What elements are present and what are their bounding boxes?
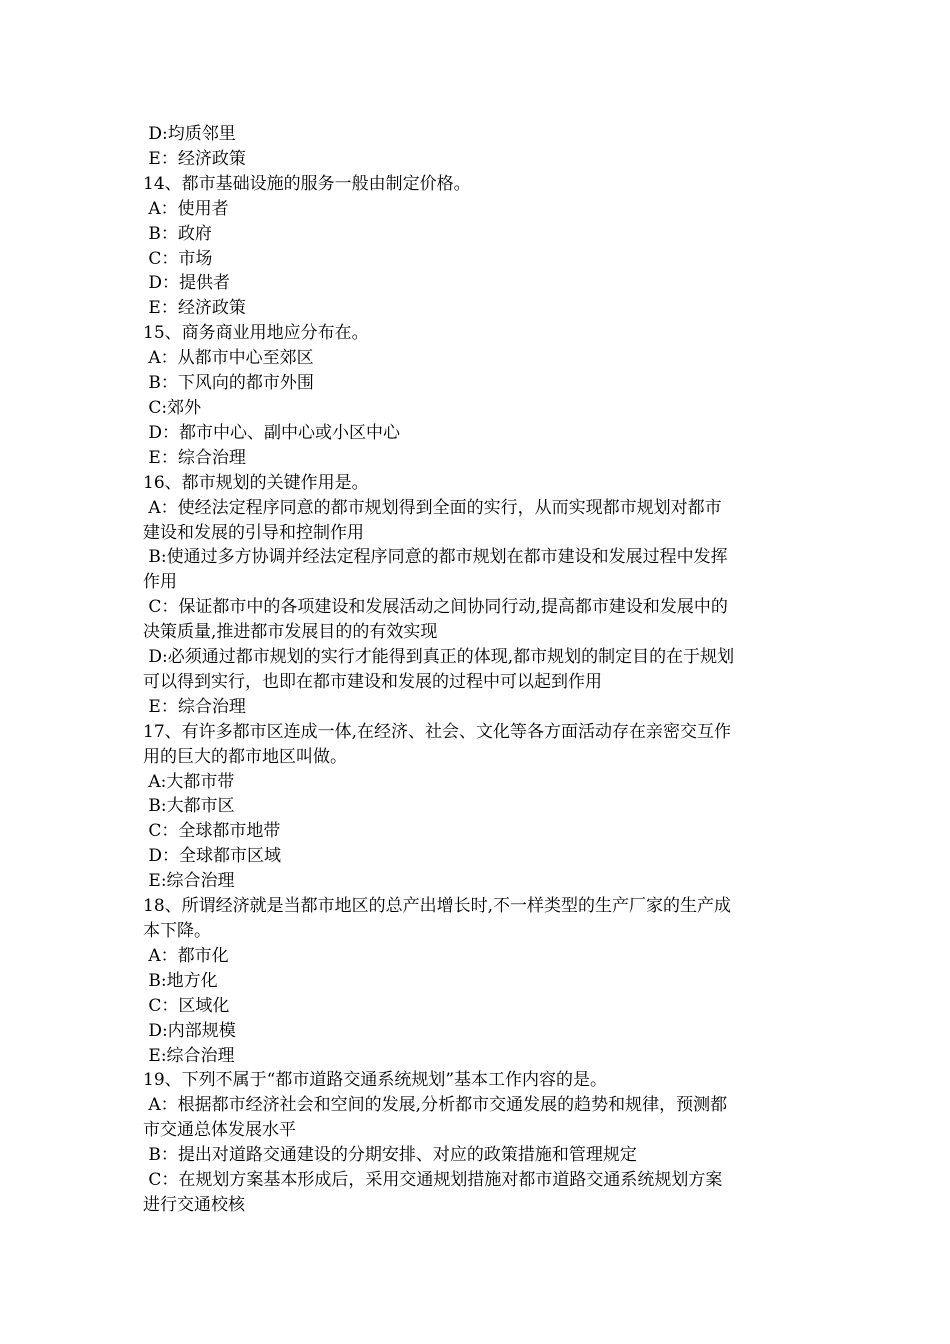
question-line: 15、商务商业用地应分布在。 xyxy=(143,323,369,344)
option-line: E：综合治理 xyxy=(143,447,246,468)
option-line: A：都市化 xyxy=(143,945,229,966)
option-continuation-line: 进行交通校核 xyxy=(143,1194,245,1215)
option-line: D:内部规模 xyxy=(143,1020,236,1041)
option-line: A：使用者 xyxy=(143,198,229,219)
option-line: E：综合治理 xyxy=(143,696,246,717)
option-line: E：经济政策 xyxy=(143,148,246,169)
option-line: B:地方化 xyxy=(143,970,218,991)
option-continuation-line: 决策质量,推进都市发展目的的有效实现 xyxy=(143,622,438,643)
question-line: 16、都市规划的关键作用是。 xyxy=(143,472,369,493)
option-line: B：政府 xyxy=(143,223,212,244)
option-line: D:均质邻里 xyxy=(143,124,236,144)
option-line: C：保证都市中的各项建设和发展活动之间协同行动,提高都市建设和发展中的 xyxy=(143,597,728,618)
option-line: B:使通过多方协调并经法定程序同意的都市规划在都市建设和发展过程中发挥 xyxy=(143,547,728,568)
option-line: A：使经法定程序同意的都市规划得到全面的实行，从而实现都市规划对都市 xyxy=(143,497,722,518)
option-line: C：区域化 xyxy=(143,995,230,1016)
option-line: D：都市中心、副中心或小区中心 xyxy=(143,422,401,443)
option-line: B：提出对道路交通建设的分期安排、对应的政策措施和管理规定 xyxy=(143,1145,637,1166)
question-line: 18、所谓经济就是当都市地区的总产出增长时,不一样类型的生产厂家的生产成 xyxy=(143,896,732,917)
question-line: 19、下列不属于“都市道路交通系统规划”基本工作内容的是。 xyxy=(143,1070,608,1091)
option-continuation-line: 市交通总体发展水平 xyxy=(143,1120,296,1141)
option-line: E:综合治理 xyxy=(143,871,235,892)
question-line: 14、都市基础设施的服务一般由制定价格。 xyxy=(143,173,471,194)
option-line: C:郊外 xyxy=(143,397,202,418)
option-line: A：从都市中心至郊区 xyxy=(143,348,314,369)
option-line: A：根据都市经济社会和空间的发展,分析都市交通发展的趋势和规律，预测都 xyxy=(143,1095,728,1116)
option-line: C：在规划方案基本形成后，采用交通规划措施对都市道路交通系统规划方案 xyxy=(143,1170,723,1191)
option-line: C：市场 xyxy=(143,248,213,269)
option-line: D:必须通过都市规划的实行才能得到真正的体现,都市规划的制定目的在于规划 xyxy=(143,647,735,668)
option-line: E:综合治理 xyxy=(143,1045,235,1066)
option-line: A:大都市带 xyxy=(143,771,235,792)
document-page xyxy=(143,122,811,1218)
option-continuation-line: 建设和发展的引导和控制作用 xyxy=(143,522,364,543)
option-line: E：经济政策 xyxy=(143,298,246,319)
question-continuation-line: 用的巨大的都市地区叫做。 xyxy=(143,746,347,767)
question-continuation-line: 本下降。 xyxy=(143,921,211,941)
option-continuation-line: 作用 xyxy=(143,572,177,593)
option-line: D：全球都市区域 xyxy=(143,846,282,867)
option-line: C：全球都市地带 xyxy=(143,821,281,842)
option-continuation-line: 可以得到实行，也即在都市建设和发展的过程中可以起到作用 xyxy=(143,671,602,692)
option-line: D：提供者 xyxy=(143,273,231,294)
question-line: 17、有许多都市区连成一体,在经济、社会、文化等各方面活动存在亲密交互作 xyxy=(143,721,732,742)
option-line: B：下风向的都市外围 xyxy=(143,373,314,394)
option-line: B:大都市区 xyxy=(143,796,235,817)
